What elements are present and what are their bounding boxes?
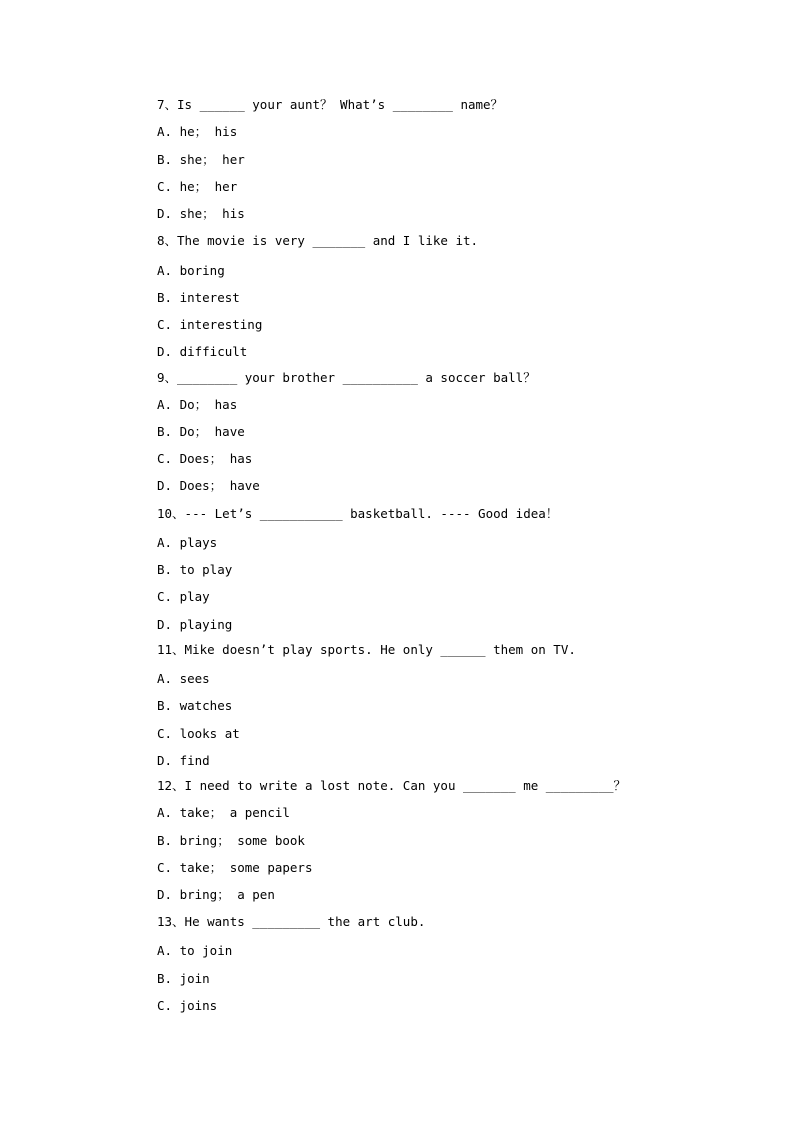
answer-option: A. plays: [157, 535, 218, 550]
answer-option: D. difficult: [157, 344, 248, 359]
answer-option: B. join: [157, 971, 210, 986]
answer-option: D. playing: [157, 617, 233, 632]
question-stem: 9、________ your brother __________ a soccer ball？: [157, 370, 536, 385]
answer-option: B. she； her: [157, 152, 245, 167]
question-stem: 7、Is ______ your aunt？ What’s ________ name？: [157, 97, 504, 112]
question-stem: 8、The movie is very _______ and I like it.: [157, 233, 479, 248]
answer-option: B. to play: [157, 562, 233, 577]
answer-option: D. find: [157, 753, 210, 768]
answer-option: D. bring； a pen: [157, 887, 275, 902]
answer-option: B. interest: [157, 290, 240, 305]
answer-option: A. he； his: [157, 124, 238, 139]
question-stem: 12、I need to write a lost note. Can you _______ me _________？: [157, 778, 627, 793]
answer-option: A. to join: [157, 943, 233, 958]
answer-option: B. Do； have: [157, 424, 245, 439]
answer-option: A. boring: [157, 263, 225, 278]
answer-option: D. she； his: [157, 206, 245, 221]
answer-option: B. bring； some book: [157, 833, 305, 848]
answer-option: C. play: [157, 589, 210, 604]
answer-option: C. take； some papers: [157, 860, 313, 875]
answer-option: C. Does； has: [157, 451, 253, 466]
answer-option: C. joins: [157, 998, 218, 1013]
answer-option: A. sees: [157, 671, 210, 686]
question-stem: 10、--- Let’s ___________ basketball. ---- Good idea！: [157, 506, 559, 521]
answer-option: C. looks at: [157, 726, 240, 741]
answer-option: D. Does； have: [157, 478, 260, 493]
answer-option: C. interesting: [157, 317, 263, 332]
answer-option: C. he； her: [157, 179, 238, 194]
question-stem: 11、Mike doesn’t play sports. He only ______ them on TV.: [157, 642, 576, 657]
answer-option: A. Do； has: [157, 397, 238, 412]
answer-option: A. take； a pencil: [157, 805, 290, 820]
question-stem: 13、He wants _________ the art club.: [157, 914, 426, 929]
answer-option: B. watches: [157, 698, 233, 713]
